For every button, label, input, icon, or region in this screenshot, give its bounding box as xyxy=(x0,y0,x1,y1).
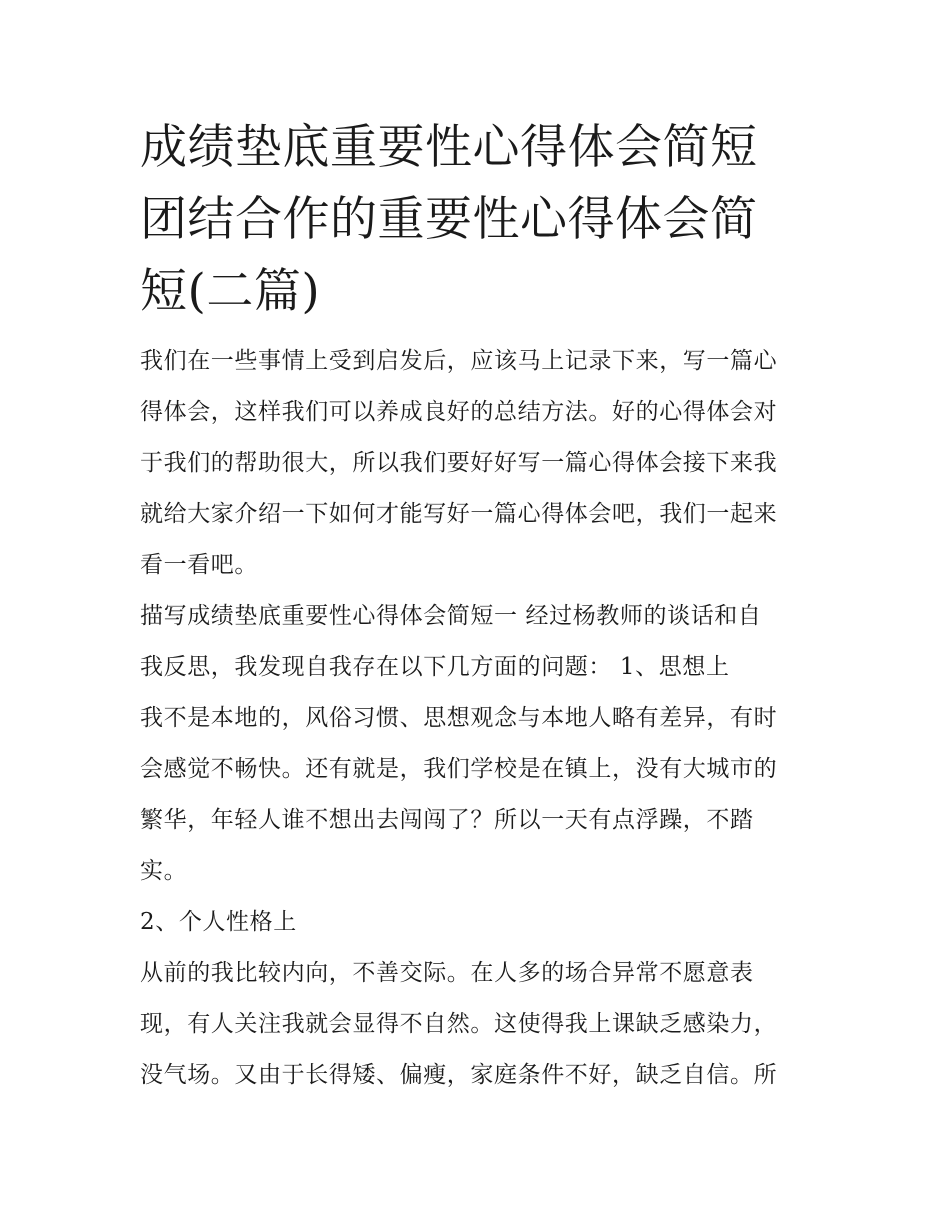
text-line: 于我们的帮助很大，所以我们要好好写一篇心得体会接下来我 xyxy=(140,450,778,476)
text-line: 得体会，这样我们可以养成良好的总结方法。好的心得体会对 xyxy=(140,399,778,425)
document-page xyxy=(140,112,815,1101)
text-line: 繁华，年轻人谁不想出去闯闯了？所以一天有点浮躁，不踏 xyxy=(140,807,754,833)
text-line: 从前的我比较内向，不善交际。在人多的场合异常不愿意表 xyxy=(140,960,754,986)
document-body xyxy=(140,336,815,1101)
title-line: 团结合作的重要性心得体会简 xyxy=(140,192,758,247)
text-line: 我反思，我发现自我存在以下几方面的问题： 1、思想上 xyxy=(140,654,730,680)
text-line: 实。 xyxy=(140,858,188,884)
text-line: 2、个人性格上 xyxy=(140,909,297,935)
text-line: 就给大家介绍一下如何才能写好一篇心得体会吧，我们一起来 xyxy=(140,501,778,527)
section-one-paragraph xyxy=(140,591,815,693)
intro-paragraph xyxy=(140,336,815,591)
title-line: 短(二篇) xyxy=(140,264,321,319)
text-line: 我们在一些事情上受到启发后，应该马上记录下来，写一篇心 xyxy=(140,348,778,374)
thought-paragraph xyxy=(140,693,815,897)
text-line: 描写成绩垫底重要性心得体会简短一 经过杨教师的谈话和自 xyxy=(140,603,762,629)
text-line: 我不是本地的，风俗习惯、思想观念与本地人略有差异，有时 xyxy=(140,705,778,731)
title-line: 成绩垫底重要性心得体会简短 xyxy=(140,120,758,175)
text-line: 看一看吧。 xyxy=(140,552,258,578)
document-title xyxy=(140,112,815,328)
text-line: 没气场。又由于长得矮、偏瘦，家庭条件不好，缺乏自信。所 xyxy=(140,1062,778,1088)
subheading-personality xyxy=(140,897,815,948)
text-line: 会感觉不畅快。还有就是，我们学校是在镇上，没有大城市的 xyxy=(140,756,778,782)
personality-paragraph xyxy=(140,948,815,1101)
text-line: 现，有人关注我就会显得不自然。这使得我上课缺乏感染力， xyxy=(140,1011,778,1037)
